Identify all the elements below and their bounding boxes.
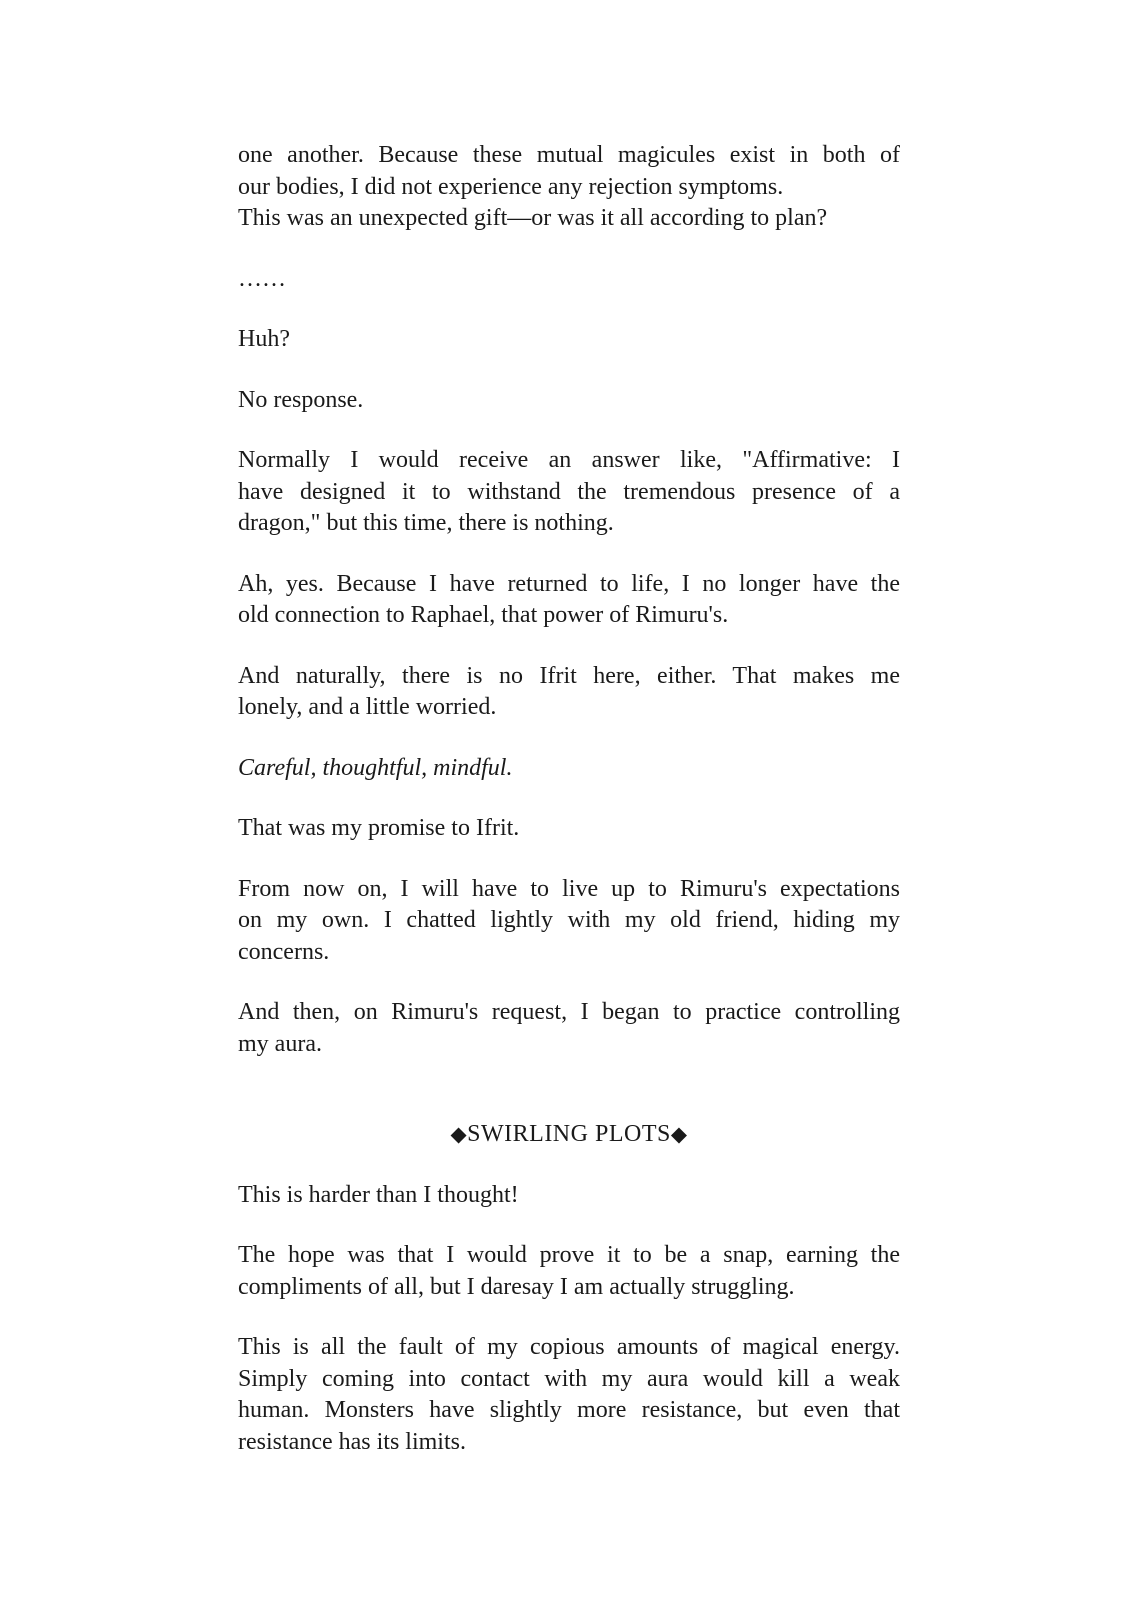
text-line: This is harder than I thought! [238,1181,519,1208]
paragraph [238,385,900,417]
text-line: No response. [238,386,364,413]
diamond-icon: ◆ [670,1122,688,1146]
text-line: lonely, and a little worried. [238,694,497,720]
text-line: From now on, I will have to live up to Rimuru's expectations [238,875,900,902]
paragraph [238,140,900,203]
text-line: This was an unexpected gift—or was it all according to plan? [238,205,828,231]
paragraph [238,753,900,785]
paragraph [238,661,900,724]
text-line: Simply coming into contact with my aura would kill a weak [238,1365,900,1392]
text-line: And then, on Rimuru's request, I began to practice controlling [238,999,900,1025]
paragraph [238,264,900,296]
text-line: …… [238,265,286,292]
text-line: on my own. I chatted lightly with my old friend, hiding my [238,907,900,933]
text-line: Careful, thoughtful, mindful. [238,754,513,781]
paragraph [238,997,900,1060]
text-line: compliments of all, but I daresay I am actually struggling. [238,1273,795,1300]
text-line: old connection to Raphael, that power of Rimuru's. [238,602,729,628]
text-line: Ah, yes. Because I have returned to life, I no longer have the [238,570,900,597]
text-line: concerns. [238,938,330,965]
paragraph [238,1240,900,1303]
paragraph [238,1180,900,1212]
text-line: my aura. [238,1030,322,1057]
paragraph [238,874,900,969]
page-content [238,140,900,1487]
text-line: This is all the fault of my copious amounts of magical energy. [238,1334,900,1360]
diamond-icon: ◆ [450,1122,468,1146]
section-heading-line [238,1119,900,1151]
paragraph [238,569,900,632]
paragraph [238,445,900,540]
paragraph [238,813,900,845]
text-line: That was my promise to Ifrit. [238,815,520,841]
text-line: human. Monsters have slightly more resistance, but even that [238,1397,900,1423]
paragraph [238,1332,900,1458]
section-heading-label: SWIRLING PLOTS [467,1121,671,1147]
text-line: have designed it to withstand the tremendous presence of a [238,478,900,505]
text-line: dragon," but this time, there is nothing. [238,510,614,536]
text-line: our bodies, I did not experience any rejection symptoms. [238,173,784,200]
text-line: And naturally, there is no Ifrit here, either. That makes me [238,662,900,689]
text-line: Huh? [238,326,290,352]
text-line: The hope was that I would prove it to be a snap, earning the [238,1242,900,1268]
paragraph [238,203,900,235]
text-line: resistance has its limits. [238,1428,466,1455]
text-line: one another. Because these mutual magicules exist in both of [238,142,900,168]
paragraph [238,324,900,356]
section-heading [238,1119,900,1151]
text-line: Normally I would receive an answer like, "Affirmative: I [238,447,900,473]
